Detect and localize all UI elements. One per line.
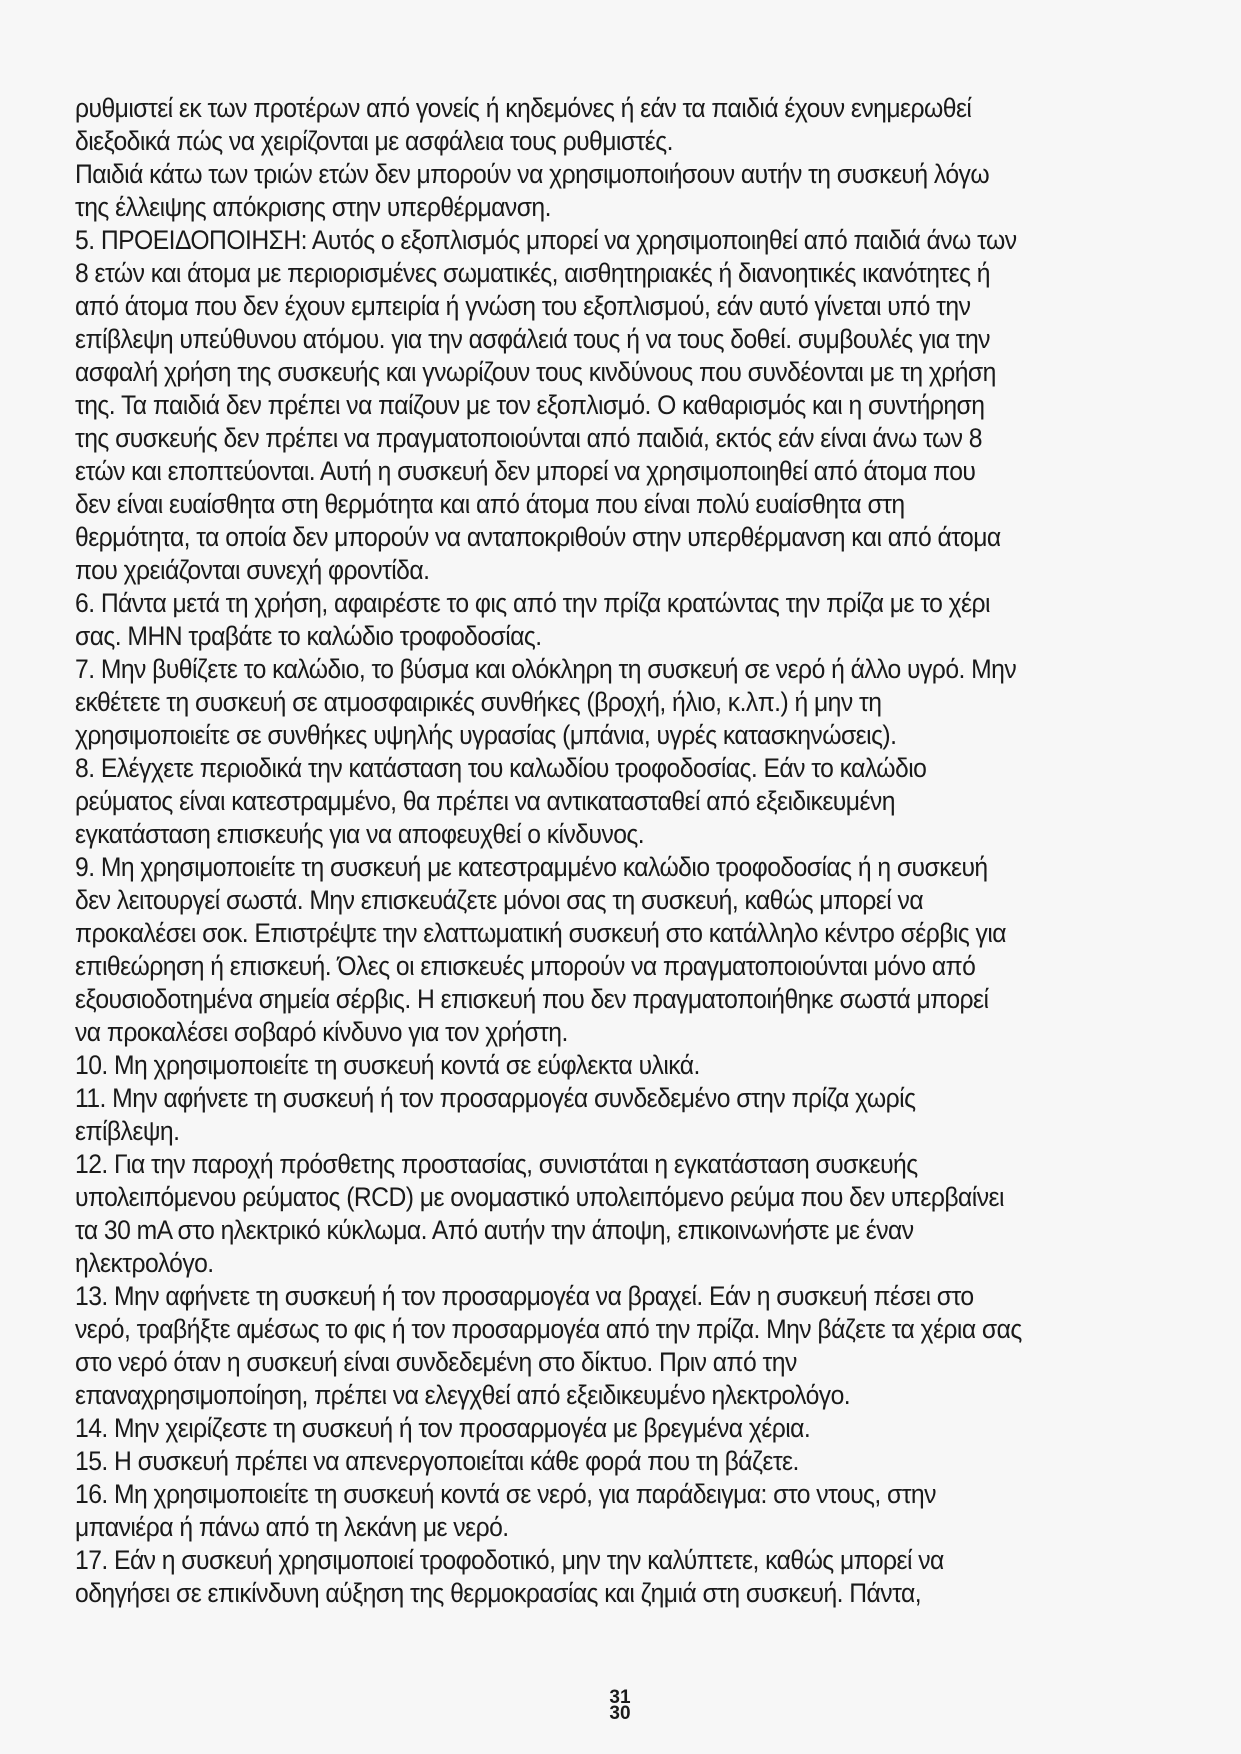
text-line: που χρειάζονται συνεχή φροντίδα.: [75, 555, 430, 585]
text-line: 8 ετών και άτομα με περιορισμένες σωματικές, αισθητηριακές ή διανοητικές ικανότητες ή: [75, 258, 990, 288]
text-line: εξουσιοδοτημένα σημεία σέρβις. Η επισκευή που δεν πραγματοποιήθηκε σωστά μπορεί: [75, 984, 989, 1014]
text-line: ασφαλή χρήση της συσκευής και γνωρίζουν τους κινδύνους που συνδέονται με τη χρήση: [75, 357, 996, 387]
text-line: 5. ΠΡΟΕΙΔΟΠΟΙΗΣΗ: Αυτός ο εξοπλισμός μπορεί να χρησιμοποιηθεί από παιδιά άνω των: [75, 225, 1017, 255]
text-line: ηλεκτρολόγο.: [75, 1248, 214, 1278]
text-line: 16. Μη χρησιμοποιείτε τη συσκευή κοντά σε νερό, για παράδειγμα: στο ντους, στην: [75, 1479, 936, 1509]
text-line: δεν είναι ευαίσθητα στη θερμότητα και από άτομα που είναι πολύ ευαίσθητα στη: [75, 489, 905, 519]
text-line: ετών και εποπτεύονται. Αυτή η συσκευή δεν μπορεί να χρησιμοποιηθεί από άτομα που: [75, 456, 976, 486]
text-line: 6. Πάντα μετά τη χρήση, αφαιρέστε το φις από την πρίζα κρατώντας την πρίζα με το χέρι: [75, 588, 990, 618]
text-line: 12. Για την παροχή πρόσθετης προστασίας, συνιστάται η εγκατάσταση συσκευής: [75, 1149, 918, 1179]
text-line: επίβλεψη.: [75, 1116, 180, 1146]
text-line: σας. ΜΗΝ τραβάτε το καλώδιο τροφοδοσίας.: [75, 621, 542, 651]
page-number: 30: [609, 1703, 631, 1724]
text-line: Παιδιά κάτω των τριών ετών δεν μπορούν να χρησιμοποιήσουν αυτήν τη συσκευή λόγω: [75, 159, 990, 189]
text-line: ρυθμιστεί εκ των προτέρων από γονείς ή κηδεμόνες ή εάν τα παιδιά έχουν ενημερωθεί: [75, 93, 972, 123]
text-line: επαναχρησιμοποίηση, πρέπει να ελεγχθεί από εξειδικευμένο ηλεκτρολόγο.: [75, 1380, 851, 1410]
text-line: προκαλέσει σοκ. Επιστρέψτε την ελαττωματική συσκευή στο κατάλληλο κέντρο σέρβις για: [75, 918, 1006, 948]
text-line: 8. Ελέγχετε περιοδικά την κατάσταση του καλωδίου τροφοδοσίας. Εάν το καλώδιο: [75, 753, 927, 783]
text-line: 9. Μη χρησιμοποιείτε τη συσκευή με κατεστραμμένο καλώδιο τροφοδοσίας ή η συσκευή: [75, 852, 988, 882]
text-line: 7. Μην βυθίζετε το καλώδιο, το βύσμα και ολόκληρη τη συσκευή σε νερό ή άλλο υγρό. Μην: [75, 654, 1017, 684]
text-line: από άτομα που δεν έχουν εμπειρία ή γνώση του εξοπλισμού, εάν αυτό γίνεται υπό την: [75, 291, 971, 321]
text-line: χρησιμοποιείτε σε συνθήκες υψηλής υγρασίας (μπάνια, υγρές κατασκηνώσεις).: [75, 720, 897, 750]
text-line: δεν λειτουργεί σωστά. Μην επισκευάζετε μόνοι σας τη συσκευή, καθώς μπορεί να: [75, 885, 924, 915]
text-line: υπολειπόμενου ρεύματος (RCD) με ονομαστικό υπολειπόμενο ρεύμα που δεν υπερβαίνει: [75, 1182, 1004, 1212]
text-line: 11. Μην αφήνετε τη συσκευή ή τον προσαρμογέα συνδεδεμένο στην πρίζα χωρίς: [75, 1083, 916, 1113]
text-line: θερμότητα, τα οποία δεν μπορούν να ανταποκριθούν στην υπερθέρμανση και από άτομα: [75, 522, 1001, 552]
text-line: της συσκευής δεν πρέπει να πραγματοποιούνται από παιδιά, εκτός εάν είναι άνω των 8: [75, 423, 982, 453]
text-line: της. Τα παιδιά δεν πρέπει να παίζουν με τον εξοπλισμό. Ο καθαρισμός και η συντήρηση: [75, 390, 985, 420]
text-line: τα 30 mA στο ηλεκτρικό κύκλωμα. Από αυτήν την άποψη, επικοινωνήστε με έναν: [75, 1215, 914, 1245]
text-line: ρεύματος είναι κατεστραμμένο, θα πρέπει να αντικατασταθεί από εξειδικευμένη: [75, 786, 895, 816]
page-number-overlay: 31: [609, 1687, 631, 1708]
text-line: 17. Εάν η συσκευή χρησιμοποιεί τροφοδοτικό, μην την καλύπτετε, καθώς μπορεί να: [75, 1545, 944, 1575]
text-line: της έλλειψης απόκρισης στην υπερθέρμανση.: [75, 192, 551, 222]
text-line: επιθεώρηση ή επισκευή. Όλες οι επισκευές μπορούν να πραγματοποιούνται μόνο από: [75, 951, 976, 981]
text-line: μπανιέρα ή πάνω από τη λεκάνη με νερό.: [75, 1512, 509, 1542]
text-line: εγκατάσταση επισκευής για να αποφευχθεί ο κίνδυνος.: [75, 819, 645, 849]
text-line: εκθέτετε τη συσκευή σε ατμοσφαιρικές συνθήκες (βροχή, ήλιο, κ.λπ.) ή μην τη: [75, 687, 882, 717]
text-line: 13. Μην αφήνετε τη συσκευή ή τον προσαρμογέα να βραχεί. Εάν η συσκευή πέσει στο: [75, 1281, 974, 1311]
text-line: 14. Μην χειρίζεστε τη συσκευή ή τον προσαρμογέα με βρεγμένα χέρια.: [75, 1413, 811, 1443]
text-line: στο νερό όταν η συσκευή είναι συνδεδεμένη στο δίκτυο. Πριν από την: [75, 1347, 797, 1377]
text-line: διεξοδικά πώς να χειρίζονται με ασφάλεια τους ρυθμιστές.: [75, 126, 673, 156]
text-line: επίβλεψη υπεύθυνου ατόμου. για την ασφάλειά τους ή να τους δοθεί. συμβουλές για την: [75, 324, 990, 354]
body-text: [75, 92, 1175, 1610]
text-line: 15. Η συσκευή πρέπει να απενεργοποιείται κάθε φορά που τη βάζετε.: [75, 1446, 799, 1476]
text-line: νερό, τραβήξτε αμέσως το φις ή τον προσαρμογέα από την πρίζα. Μην βάζετε τα χέρια σας: [75, 1314, 1022, 1344]
text-line: να προκαλέσει σοβαρό κίνδυνο για τον χρήστη.: [75, 1017, 568, 1047]
text-line: οδηγήσει σε επικίνδυνη αύξηση της θερμοκρασίας και ζημιά στη συσκευή. Πάντα,: [75, 1578, 922, 1608]
text-line: 10. Μη χρησιμοποιείτε τη συσκευή κοντά σε εύφλεκτα υλικά.: [75, 1050, 700, 1080]
